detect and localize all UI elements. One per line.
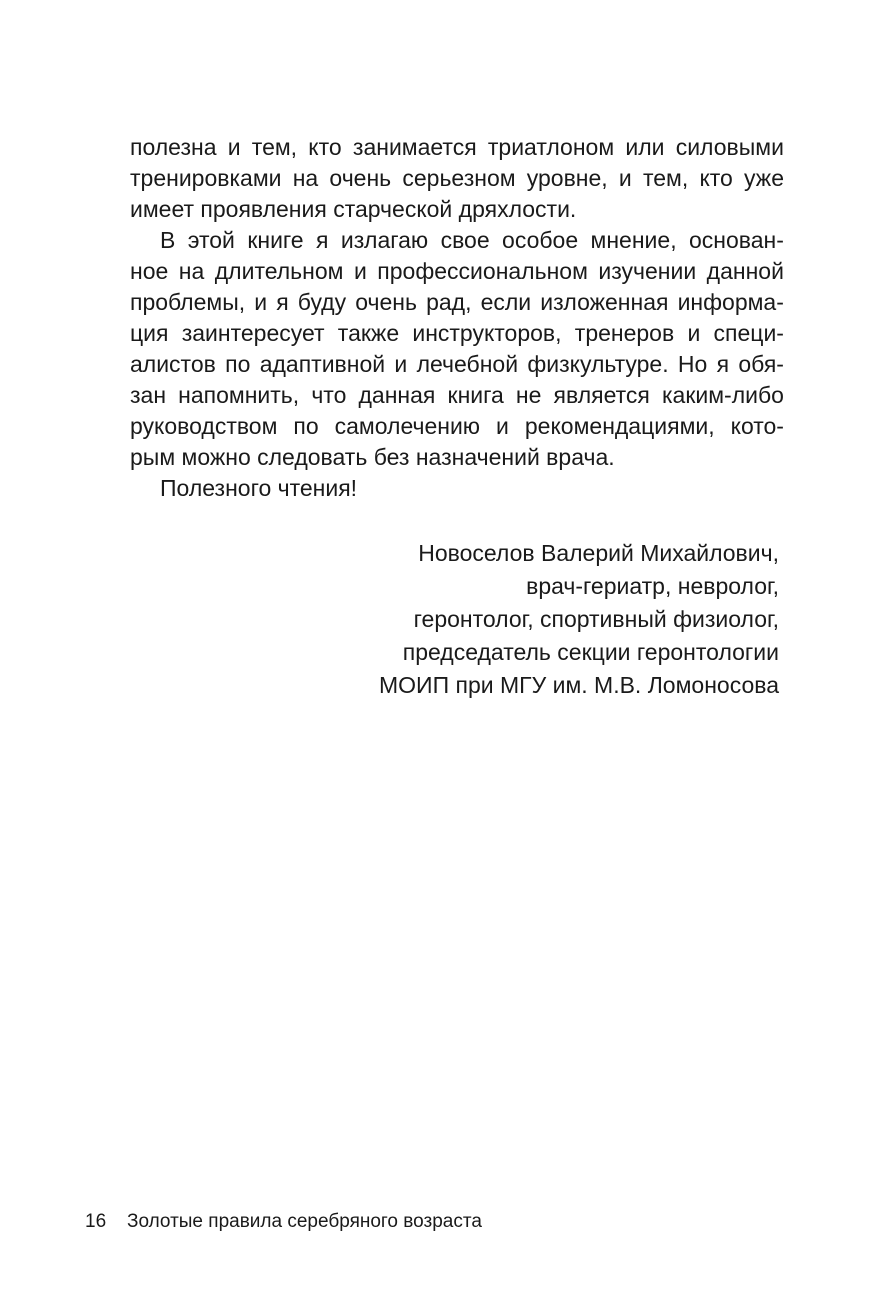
text-line: В этой книге я излагаю свое особое мнение, основан- xyxy=(160,227,784,253)
paragraph-2 xyxy=(130,225,784,473)
text-line: зан напомнить, что данная книга не является каким-либо xyxy=(130,382,784,408)
author-credential: геронтолог, спортивный физиолог, xyxy=(413,606,779,632)
text-line: тренировками на очень серьезном уровне, и тем, кто уже xyxy=(130,165,784,191)
text-line: руководством по самолечению и рекомендациями, кото- xyxy=(130,413,784,439)
running-title: Золотые правила серебряного возраста xyxy=(127,1211,482,1232)
author-name: Новоселов Валерий Михайлович, xyxy=(418,540,779,566)
page-number: 16 xyxy=(85,1211,107,1232)
main-text xyxy=(130,132,784,504)
text-line: рым можно следовать без назначений врача. xyxy=(130,444,615,470)
author-credential: МОИП при МГУ им. М.В. Ломоносова xyxy=(379,672,779,698)
author-credential: председатель секции геронтологии xyxy=(402,639,779,665)
author-signature xyxy=(379,537,779,702)
page-footer xyxy=(85,1208,482,1236)
text-line: алистов по адаптивной и лечебной физкультуре. Но я обя- xyxy=(130,351,784,377)
paragraph-1 xyxy=(130,132,784,225)
text-line: имеет проявления старческой дряхлости. xyxy=(130,196,577,222)
author-credential: врач-гериатр, невролог, xyxy=(526,573,779,599)
text-line: проблемы, и я буду очень рад, если изложенная информа- xyxy=(130,289,784,315)
text-line: ция заинтересует также инструкторов, тренеров и специ- xyxy=(130,320,784,346)
text-line: полезна и тем, кто занимается триатлоном или силовыми xyxy=(130,134,784,160)
text-line: Полезного чтения! xyxy=(160,475,358,501)
text-line: ное на длительном и профессиональном изучении данной xyxy=(130,258,784,284)
paragraph-3 xyxy=(130,473,784,504)
